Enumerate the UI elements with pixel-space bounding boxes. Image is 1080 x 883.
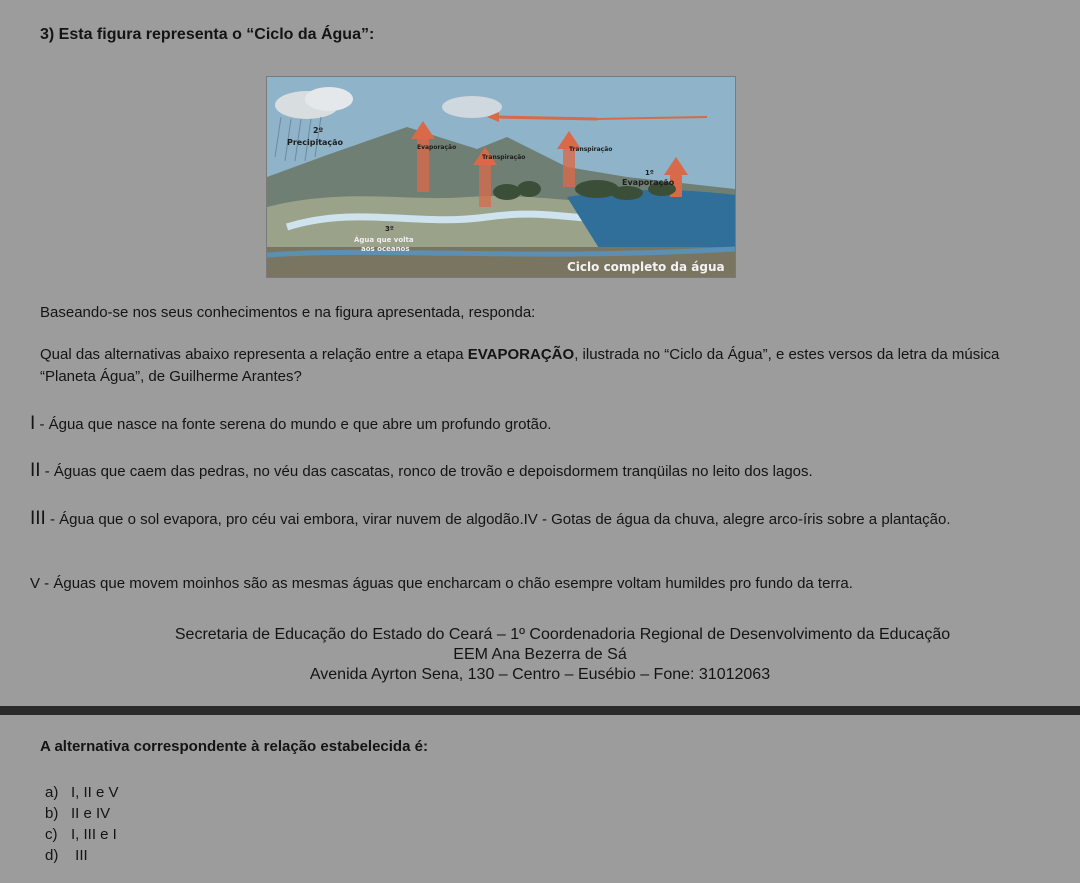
cloud-icon [305,87,353,111]
precip-number: 2º [313,126,324,135]
roman-numeral: II [30,460,41,481]
option-text: III [71,847,88,864]
question-before: Qual das alternativas abaixo representa a relação entre a etapa [40,346,468,363]
water-returns-label-2: aos oceanos [361,245,410,253]
precipitation-label: Precipitação [287,138,344,147]
question-after: , ilustrada no “Ciclo da Água”, e estes versos da letra da música “Planeta Água”, de Guilherme Arantes? [40,346,1000,385]
option-text: I, III e I [71,826,117,843]
question-title: 3) Esta figura representa o “Ciclo da Água”: [40,26,375,43]
roman-numeral: III [30,508,46,529]
verse-item [30,460,1060,483]
option-letter: c) [45,826,58,843]
option-d[interactable] [45,845,119,866]
verse-text: - Águas que movem moinhos são as mesmas águas que encharcam o chão esempre voltam humildes pro fundo da terra. [40,575,853,592]
question-text [40,344,1050,388]
option-text: II e IV [71,805,111,822]
water-returns-label-1: Água que volta [354,236,414,244]
option-a[interactable] [45,782,119,803]
footer-address: Avenida Ayrton Sena, 130 – Centro – Eusébio – Fone: 31012063 [309,666,771,683]
figure-caption: Ciclo completo da água [567,260,725,274]
intro-text: Baseando-se nos seus conhecimentos e na figura apresentada, responda: [40,304,536,321]
answer-options [45,782,119,866]
verse-item [30,508,970,531]
page-divider [0,706,1080,715]
water-cycle-figure [266,76,736,278]
option-letter: a) [45,784,59,801]
roman-numeral: V [30,575,41,592]
footer-school: EEM Ana Bezerra de Sá [453,646,627,663]
return-number: 3º [385,225,394,233]
verse-text: - Água que o sol evapora, pro céu vai embora, virar nuvem de algodão.IV - Gotas de água da chuva, alegre arco-íris sobre a plantação. [45,511,951,528]
option-b[interactable] [45,803,119,824]
verse-item [30,413,1060,436]
verse-item [30,573,1060,595]
verse-text: - Água que nasce na fonte serena do mundo e que abre um profundo grotão. [35,416,552,433]
question-highlight: EVAPORAÇÃO [467,346,575,363]
evaporation-right-label: Evaporação [622,178,675,187]
option-letter: d) [45,847,59,864]
roman-numeral: I [30,413,36,434]
transpiration-label-2: Transpiração [569,146,613,153]
footer-secretariat: Secretaria de Educação do Estado do Ceará – 1º Coordenadoria Regional de Desenvolvimento da Educação [174,626,951,643]
transpiration-label-1: Transpiração [482,154,526,161]
option-c[interactable] [45,824,119,845]
option-text: I, II e V [71,784,119,801]
option-letter: b) [45,805,59,822]
evaporation-top-label: Evaporação [417,144,457,151]
verse-text: - Águas que caem das pedras, no véu das cascatas, ronco de trovão e depoisdormem tranqüilas no leito dos lagos. [40,463,813,480]
evaporation-number: 1º [645,169,654,177]
water-cycle-illustration [267,77,735,277]
answer-title: A alternativa correspondente à relação estabelecida é: [40,738,428,755]
